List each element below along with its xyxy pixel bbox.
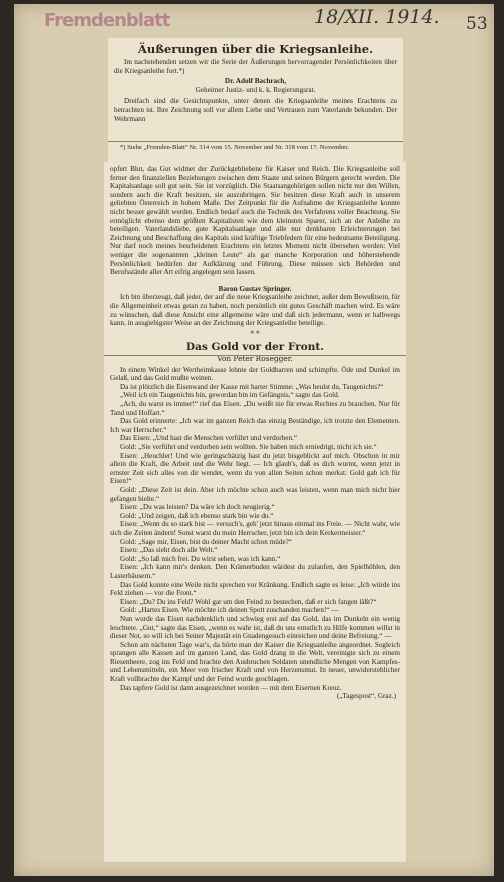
story-paragraph: Das Eisen: „Und hast die Menschen verführt und verdorben.“: [120, 434, 298, 443]
story-body: [104, 366, 406, 693]
handwritten-date: 18/XII. 1914.: [314, 6, 440, 28]
story-paragraph: Das Gold erinnerte: „Ich war im ganzen Reich das einzig Beständige, ich trotzte den Elementen. Ich war Herrscher.“: [110, 417, 400, 434]
story-paragraph: Gold: „So laß mich frei. Du wirst sehen, was ich kann.“: [120, 554, 281, 563]
story-paragraph: „Weil ich ein Taugenichts bin, gewordan bin im Gefängnis,“ sagte das Gold.: [120, 391, 340, 400]
clipping-main: [104, 162, 406, 862]
author-title: Geheimer Justiz- und k. k. Regierungsrat.: [195, 85, 316, 94]
author-springer: Baron Gustav Springer.: [218, 284, 292, 293]
story-paragraph: Das Gold konnte eine Weile nicht sprechen vor Kränkung. Endlich sagte es leise: „Ich würde ins Feld ziehen — vor die Front.“: [110, 580, 400, 598]
footnote: *) Siehe „Fremden-Blatt“ Nr. 314 vom 15. November und Nr. 318 vom 17. November.: [120, 144, 349, 151]
story-paragraph: Da ist plötzlich die Eisenwand der Kasse mit harter Stimme: „Was heulst du, Taugenichts?“: [120, 382, 384, 391]
newspaper-stamp: Fremdenblatt: [44, 10, 170, 31]
article-title: Äußerungen über die Kriegsanleihe.: [137, 42, 374, 56]
clipping-top: [108, 38, 403, 142]
author-name: Dr. Adolf Bachrach,: [224, 77, 287, 86]
story-title: Das Gold vor der Front.: [186, 340, 324, 353]
story-paragraph: Eisen: „Heuchler! Und wie geringschätzig hast du jetzt bisgeblickt auf mich. Obschon in mir allein die Kraft, die Arbeit und die Wehr liegt. — Ich glaub's, daß es dich wurmt, wenn jetzt in ernster Zeit sich alles von dir wendet, wenn du von allen Seiten schon merkst: Gold gab ich für Eisen!“: [110, 451, 400, 486]
story-paragraph: „Ach, du warst es immer!“ rief das Eisen. „Du weißt nie für etwas Rechtes zu brauchen. Nur für Tand und Hoffart.“: [110, 400, 400, 417]
paste-seam: [104, 355, 406, 356]
story-paragraph: Gold: „Sage mir, Eisen, bist du deiner Macht schon müde?“: [120, 537, 292, 546]
story-paragraph: Eisen: „Du? Du ins Feld? Wohl gar um den Feind zu bestechen, daß er sich fangen läßt?“: [120, 597, 377, 606]
story-paragraph: Das tapfere Gold ist dann ausgezeichnet worden — mit dem Eisernen Kreuz.: [120, 683, 342, 692]
story-paragraph: Gold: „Diese Zeit ist dein. Aber ich möchte schon auch was leisten, wenn man mich nicht hier gefangen hielte.“: [110, 486, 400, 503]
story-paragraph: Eisen: „Das sieht doch alle Welt.“: [120, 546, 218, 555]
page-number: 53: [466, 14, 488, 34]
story-paragraph: Gold: „Hartes Eisen. Wie möchte ich deinen Spott zuschanden machen!“ —: [120, 606, 339, 615]
story-paragraph: In einem Winkel der Wertheimkasse lehnte der Goldbarren und schimpfte. Öde und Dunkel im Gelaß, und das Gold mußte weinen.: [110, 365, 400, 383]
story-paragraph: Eisen: „Du was leisten? Da wäre ich doch neugierig.“: [120, 503, 275, 512]
springer-text: Ich bin überzeugt, daß jeder, der auf die neue Kriegsanleihe zeichnet, außer dem Bewußtsein, für die Allgemeinheit etwas getan zu haben, noch persönlich ein gutes Geschäft machen wird. Es wäre zu wünschen, daß diese Ansicht eine allgemeine wäre und daß sich jedermann, wenn er halbwegs kann, in ausgiebigster Weise an der Zeichnung der Kriegsanleihe beteilige.: [110, 293, 400, 328]
article-continuation: opfert Blut, das Gut widmet der Zurückgebliebene für Kaiser und Reich. Die Kriegsanleihe soll ferner den finanziellen Beziehungen zwischen dem Staate und seinen Bürgern gerecht werden. Die Kapitalsanlage soll gut sein. Sie ist vorzüglich. Die Staatsangehörigen sollen nicht nur den Willen, sondern auch die Kraft besitzen, sie auszubringen. Sie besitzen diese Kraft auch in unserem geliebten Österreich in hohem Maße. Der Zeitpunkt für die Aufnahme der Kriegsanleihe konnte nicht besser gewählt werden. Endlich bedarf auch die Technik des Verfahrens voller Beachtung. Sie ermöglicht ebenso dem größten Kapitalisten wie dem kleinsten Sparer, sich an der Anleihe zu beteiligen. Vaterlandsliebe, gute Kapitalsanlage und alle nur denkbaren Erleichterungen bei Zeichnung und Beschaffung des Kapitals sind kräftige Triebfedern für eine bedeutsame Beteiligung. Nur darf noch meines bescheidenen Erachtens ein letztes Moment nicht übersehen werden: Viel weniger die sogenannten „kleinen Leute“ als gar manche Korporation und höherstehende Persönlichkeit bedürfen der Aufklärung und Führung. Diese müssen sich Behörden und Berufsstände aller Art eifrig angelegen sein lassen.: [110, 165, 400, 277]
story-paragraph: Eisen: „Wenn du so stark bist — versuch's, geh' jetzt hinaus einmal ins Freie. — Nicht wahr, wie sich die Zeiten ändern! Sonst warst du mein Herrscher, jetzt bin ich dein Kerkermeister.“: [110, 520, 400, 537]
separator-stars: * *: [250, 329, 260, 338]
clipping-footnote: [108, 141, 403, 162]
story-source: („Tagespost“, Graz.): [336, 692, 396, 701]
story-paragraph: Gold: „Und zeigen, daß ich ebenso stark bin wie du.“: [120, 511, 274, 520]
article-intro: Im nachstehenden setzen wir die Serie der Äußerungen hervorragender Persönlichkeiten über die Kriegsanleihe fort.*): [114, 58, 397, 75]
story-author: Von Peter Rosegger.: [217, 353, 293, 363]
story-paragraph: Gold: „Sie verführt und verdorben sein wollten. Sie haben mich erniedrigt, nicht ich sie.“: [120, 443, 377, 452]
article-text: Dreifach sind die Gesichtspunkte, unter denen die Kriegsanleihe meines Erachtens zu betrachten ist. Ihre Zeichnung soll vor allem Liebe und Vertrauen zum Vaterlande bekunden. Der Wehrmann: [114, 97, 397, 123]
story-paragraph: Eisen: „Ich kann mir's denken. Den Krämerbuden wärdest du zulaufen, den Spielhöhlen, den Lasterhäusern.“: [110, 563, 400, 580]
story-paragraph: Schon am nächsten Tage war's, da hörte man der Kaiser die Kriegsanleihe angeordnet. Sogleich sprangen alle Kassen auf im ganzen Land, das Gold drang in die Welt, vereinigte sich zu einem Riesenheere, zog ins Feld und brachte den Ausbruchen Soldaten unendliche Mengen von Kampfes- und Lebensmitteln, ein Meer von frischer Kraft und von Herzensmut. In neuer, unwiderstehlicher Kraft vollbrachte der Kampf und der Feind wurde geschlagen.: [110, 640, 400, 684]
story-paragraph: Nun wurde das Eisen nachdenklich und schwieg erst auf das Gold, das im Dunkeln ein wenig leuchtete. „Gut,“ sagte das Eisen, „wenn es wahr ist, daß du uns ernstlich zu Hilfe kommen willst in dieser Not, so will ich bei Seiner Majestät ein Gnadengesuch einreichen und deine Befreiung.“ —: [110, 614, 400, 641]
